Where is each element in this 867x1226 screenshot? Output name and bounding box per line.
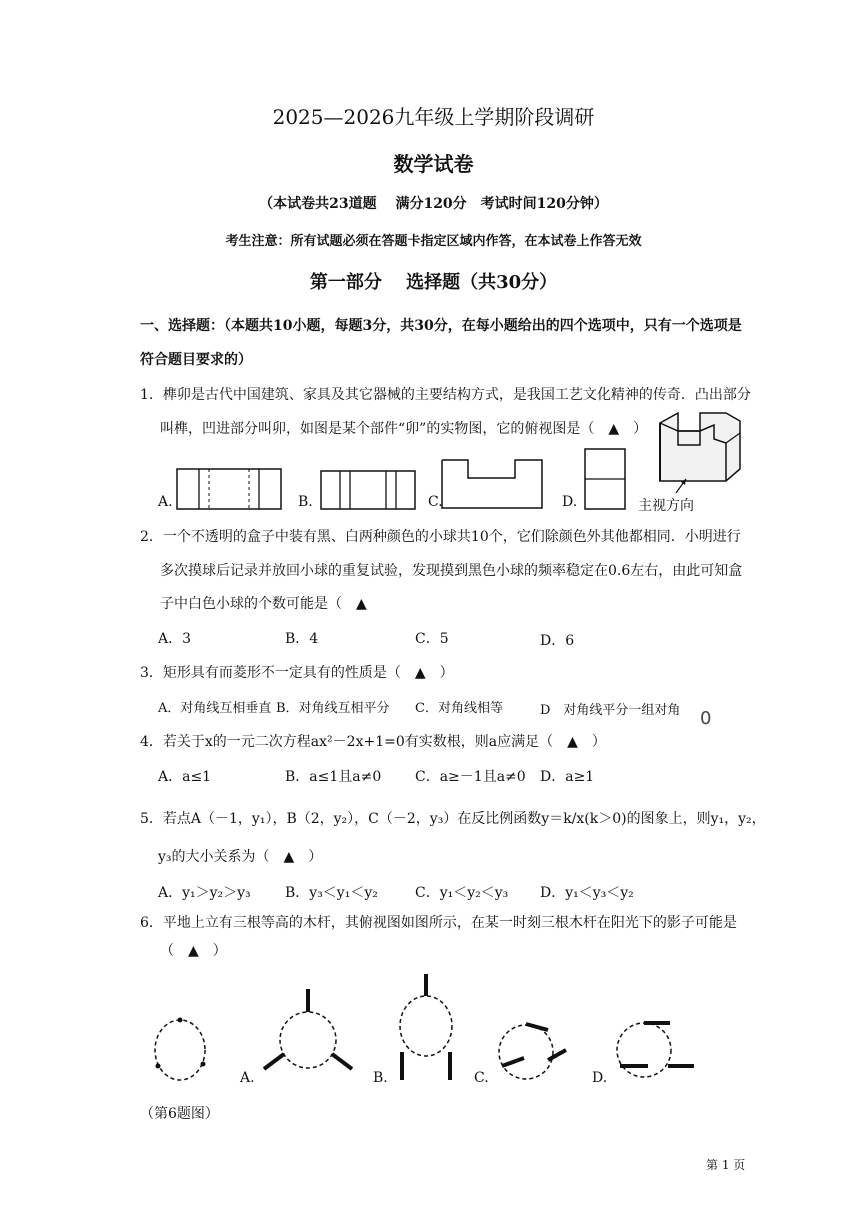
exam-meta: （本试卷共23道题 满分120分 考试时间120分钟） [259, 196, 608, 212]
q6-option-c-label: C. [474, 1070, 489, 1086]
q3-option-b: B．对角线互相平分 [276, 701, 390, 716]
q3-option-c: C．对角线相等 [415, 701, 503, 716]
exam-notice: 考生注意：所有试题必须在答题卡指定区域内作答，在本试卷上作答无效 [225, 234, 642, 249]
q3-option-d: D 对角线平分一组对角 [540, 703, 681, 718]
q1-view-direction-caption: 主视方向 [638, 498, 694, 514]
q4-option-a: A．a≤1 [158, 769, 212, 785]
q6-option-b-figure [392, 972, 462, 1084]
q2-option-d: D．6 [540, 633, 575, 649]
q1-stem-line1: 1．榫卯是古代中国建筑、家具及其它器械的主要结构方式，是我国工艺文化精神的传奇．凸出部分 [140, 387, 751, 403]
q1-mortise-photo-figure [648, 405, 744, 495]
q3-option-a: A．对角线互相垂直 [158, 701, 272, 716]
q4-option-b: B．a≤1且a≠0 [285, 769, 382, 785]
q1-option-d-label: D. [562, 494, 578, 510]
q6-option-a-label: A. [240, 1070, 255, 1086]
q2-option-a: A．3 [158, 631, 192, 647]
q6-figure-caption: （第6题图） [140, 1106, 219, 1122]
q3-stem: 3．矩形具有而菱形不一定具有的性质是（ ▲ ） [140, 665, 454, 681]
q5-stem: 5．若点A（－1，y₁），B（2，y₂），C（－2，y₃）在反比例函数y＝k/x(k＞0)的图象上，则y₁，y₂， [140, 811, 766, 827]
q1-option-b-label: B. [298, 494, 313, 510]
section-title: 第一部分 选择题（共30分） [309, 272, 558, 293]
exam-subtitle: 数学试卷 [393, 152, 474, 176]
q1-option-a-figure [176, 468, 282, 510]
q6-option-d-figure [612, 1010, 702, 1090]
margin-mark: 0 [700, 708, 712, 729]
q5-option-c: C．y₁＜y₂＜y₃ [415, 885, 509, 901]
q5-option-b: B．y₃＜y₁＜y₂ [285, 885, 378, 901]
q1-option-d-figure [584, 448, 626, 510]
q6-top-view-figure [150, 1012, 214, 1088]
q4-option-d: D．a≥1 [540, 769, 595, 785]
q5-stem-line2: y₃的大小关系为（ ▲ ） [158, 849, 323, 865]
section-instruction-line2: 符合题目要求的） [140, 352, 252, 368]
q6-option-a-figure [258, 985, 358, 1085]
section-instruction-line1: 一、选择题：（本题共10小题，每题3分，共30分，在每小题给出的四个选项中，只有一个选项是 [140, 318, 742, 334]
page-number: 第 1 页 [706, 1158, 746, 1172]
q4-option-c: C．a≥－1且a≠0 [415, 769, 526, 785]
q2-option-b: B．4 [285, 631, 319, 647]
q1-option-c-figure [440, 458, 544, 510]
q1-option-c-label: C. [428, 494, 443, 510]
q2-stem-line3: 子中白色小球的个数可能是（ ▲ [160, 596, 367, 612]
q1-option-b-figure [320, 470, 416, 510]
q2-stem-line1: 2．一个不透明的盒子中装有黑、白两种颜色的小球共10个，它们除颜色外其他都相同．小明进行 [140, 529, 741, 545]
q2-option-c: C．5 [415, 631, 449, 647]
q1-stem-line2: 叫榫，凹进部分叫卯，如图是某个部件“卯”的实物图，它的俯视图是（ ▲ ） [160, 421, 648, 437]
q4-stem: 4．若关于x的一元二次方程ax²－2x+1=0有实数根，则a应满足（ ▲ ） [140, 734, 606, 750]
q5-option-d: D．y₁＜y₃＜y₂ [540, 885, 634, 901]
q6-stem: 6．平地上立有三根等高的木杆，其俯视图如图所示，在某一时刻三根木杆在阳光下的影子可能是 [140, 915, 737, 931]
exam-title: 2025—2026九年级上学期阶段调研 [272, 105, 595, 129]
q6-option-d-label: D. [592, 1070, 608, 1086]
q1-option-a-label: A. [158, 494, 173, 510]
q6-option-b-label: B. [373, 1070, 388, 1086]
q5-option-a: A．y₁＞y₂＞y₃ [158, 885, 251, 901]
q2-stem-line2: 多次摸球后记录并放回小球的重复试验，发现摸到黑色小球的频率稳定在0.6左右，由此可知盒 [160, 563, 743, 579]
q6-option-c-figure [494, 1010, 574, 1090]
q6-stem-line2: （ ▲ ） [160, 943, 227, 959]
